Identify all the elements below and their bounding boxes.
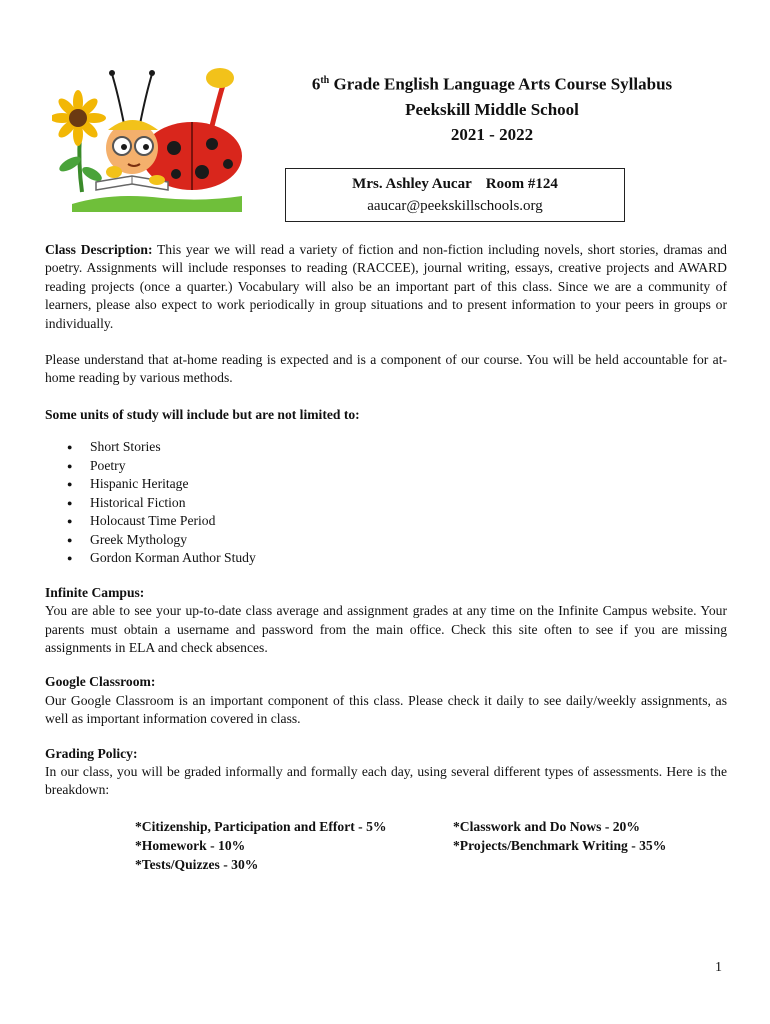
list-item: ● Short Stories — [67, 438, 727, 457]
infinite-campus-text: You are able to see your up-to-date class average and assignment grades at any time on the Infinite Campus website. Your parents must obtain a username and password from the main office. Check this site often to see if you are missing assignments in ELA and check absences. — [45, 603, 727, 655]
grade-column-1 — [135, 817, 453, 874]
list-item: ● Poetry — [67, 457, 727, 476]
teacher-name-line — [286, 173, 624, 195]
page-number: 1 — [715, 960, 722, 975]
grade-item: *Classwork and Do Nows - 20% — [453, 818, 640, 834]
class-description-text: This year we will read a variety of fiction and non-fiction including novels, short stories, dramas and poetry. Assignments will include responses to reading (RACCEE), journal writing, essays, creative projects and AWARD reading projects (once a quarter.) Vocabulary will also be an important part of this class. Since we are a community of learners, please also expect to work periodically in group situations and to present information to your peers in groups or individually. — [45, 242, 727, 331]
course-title: 6th Grade English Language Arts Course Syllabus — [311, 74, 673, 94]
grade-item: *Tests/Quizzes - 30% — [135, 856, 259, 872]
list-item: ● Historical Fiction — [67, 494, 727, 513]
reading-note: Please understand that at-home reading is expected and is a component of our course. You will be held accountable for at-home reading by various methods. — [45, 352, 727, 386]
grading-policy-heading: Grading Policy: — [45, 745, 138, 761]
infinite-campus-heading: Infinite Campus: — [45, 584, 145, 600]
room-number: Room #124 — [485, 176, 558, 192]
class-description — [45, 241, 727, 333]
grading-policy-text: In our class, you will be graded informally and formally each day, using several different types of assessments. Here is the breakdown: — [45, 764, 727, 798]
ladybug-reading-icon — [52, 64, 250, 212]
teacher-name: Mrs. Ashley Aucar — [352, 176, 472, 192]
school-name: Peekskill Middle School — [405, 99, 579, 119]
teacher-email[interactable]: aaucar@peekskillschools.org — [367, 198, 543, 214]
syllabus-body — [45, 241, 727, 874]
list-item: ● Holocaust Time Period — [67, 512, 727, 531]
grade-column-2 — [453, 817, 666, 874]
list-item: ● Gordon Korman Author Study — [67, 549, 727, 568]
list-item: ● Greek Mythology — [67, 531, 727, 550]
google-classroom-text: Our Google Classroom is an important component of this class. Please check it daily to see daily/weekly assignments, as well as important information covered in class. — [45, 692, 727, 727]
list-item: ● Hispanic Heritage — [67, 475, 727, 494]
units-heading: Some units of study will include but are not limited to: — [45, 406, 360, 422]
grade-item: *Projects/Benchmark Writing - 35% — [453, 837, 667, 853]
syllabus-title — [252, 68, 732, 147]
units-list — [45, 438, 727, 568]
grade-item: *Homework - 10% — [135, 837, 246, 853]
google-classroom-heading: Google Classroom: — [45, 674, 156, 690]
class-description-label: Class Description: — [45, 242, 153, 257]
grade-item: *Citizenship, Participation and Effort - 5% — [135, 818, 387, 834]
school-year: 2021 - 2022 — [450, 124, 534, 144]
grade-breakdown — [45, 817, 727, 874]
teacher-info-box — [285, 168, 625, 222]
